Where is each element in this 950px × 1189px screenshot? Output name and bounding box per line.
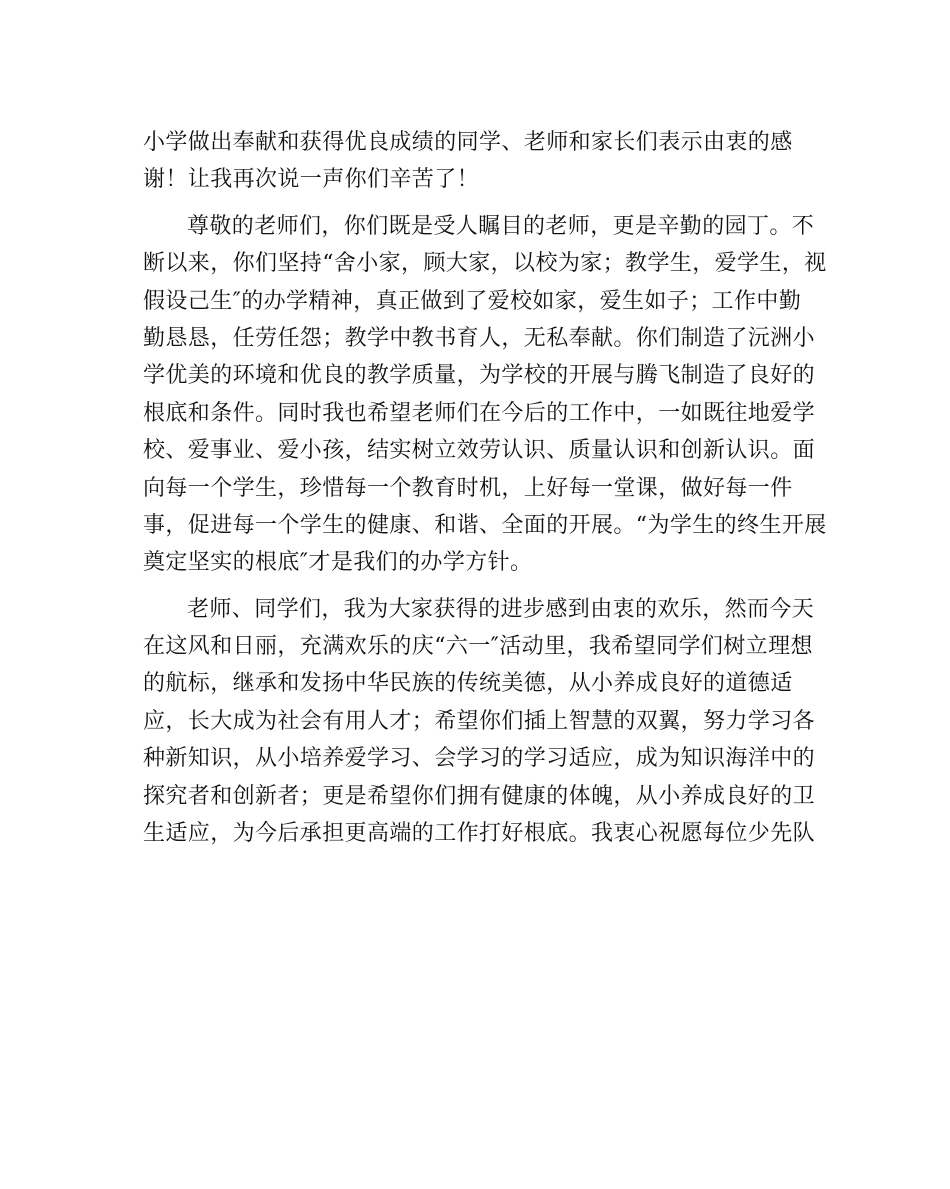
text-line: 应，长大成为社会有用人才；希望你们插上智慧的双翼，努力学习各	[143, 708, 816, 734]
text-line: 奠定坚实的根底″才是我们的办学方针。	[143, 550, 533, 576]
text-line: 勤恳恳，任劳任怨；教学中教书育人，无私奉献。你们制造了沅洲小	[143, 325, 816, 351]
text-line: 学优美的环境和优良的教学质量，为学校的开展与腾飞制造了良好的	[143, 363, 816, 389]
text-line: 小学做出奉献和获得优良成绩的同学、老师和家长们表示由衷的感	[143, 130, 793, 155]
paragraph-start-line: 老师、同学们，我为大家获得的进步感到由衷的欢乐，然而今天	[187, 596, 815, 622]
text-line: 谢！让我再次说一声你们辛苦了！	[143, 167, 480, 193]
body-text	[143, 124, 827, 852]
text-line: 事，促进每一个学生的健康、和谐、全面的开展。“为学生的终生开展	[143, 512, 827, 538]
text-line: 在这风和日丽，充满欢乐的庆“六一″活动里，我希望同学们树立理想	[143, 634, 813, 660]
text-line: 探究者和创新者；更是希望你们拥有健康的体魄，从小养成良好的卫	[143, 783, 816, 809]
text-line: 向每一个学生，珍惜每一个教育时机，上好每一堂课，做好每一件	[143, 475, 793, 501]
text-line: 的航标，继承和发扬中华民族的传统美德，从小养成良好的道德适	[143, 671, 793, 697]
text-line: 根底和条件。同时我也希望老师们在今后的工作中，一如既往地爱学	[143, 400, 816, 426]
text-line: 校、爱事业、爱小孩，结实树立效劳认识、质量认识和创新认识。面	[143, 438, 816, 464]
text-line: 生适应，为今后承担更高端的工作打好根底。我衷心祝愿每位少先队	[143, 821, 816, 847]
text-line: 假设己生″的办学精神，真正做到了爱校如家，爱生如子；工作中勤	[143, 288, 802, 314]
paragraph-start-line: 尊敬的老师们，你们既是受人瞩目的老师，更是辛勤的园丁。不	[187, 213, 815, 239]
text-line: 断以来，你们坚持“舍小家，顾大家，以校为家；教学生，爱学生，视	[143, 251, 827, 277]
text-line: 种新知识，从小培养爱学习、会学习的学习适应，成为知识海洋中的	[143, 746, 816, 772]
